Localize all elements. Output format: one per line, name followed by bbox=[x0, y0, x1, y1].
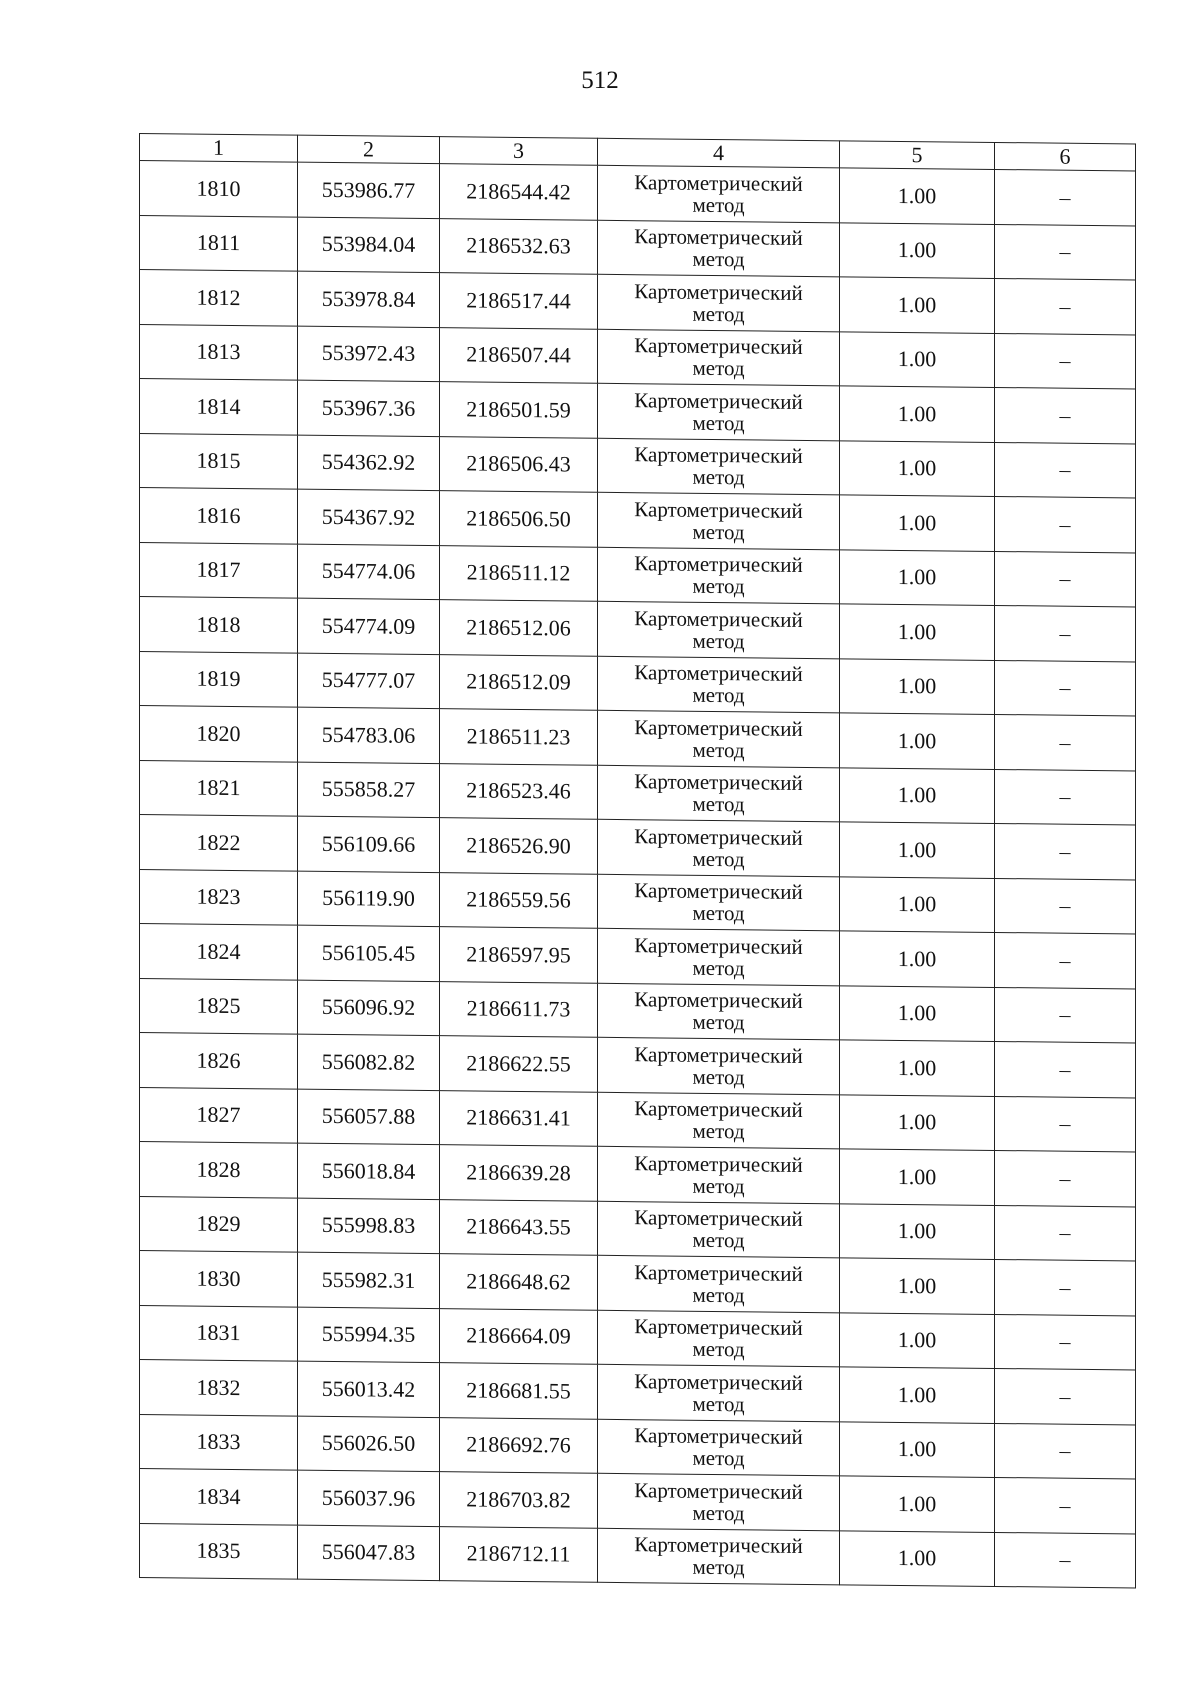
method-cell bbox=[598, 220, 840, 277]
coordinates-table bbox=[139, 133, 1136, 1588]
method-line-2: метод bbox=[692, 955, 745, 981]
header-col-5: 5 bbox=[840, 141, 995, 170]
method-line-2: метод bbox=[692, 628, 745, 654]
x-coordinate-cell: 556013.42 bbox=[298, 1361, 440, 1417]
x-coordinate-cell: 555998.83 bbox=[298, 1198, 440, 1254]
point-number-cell: 1820 bbox=[140, 706, 298, 762]
method-line-2: метод bbox=[692, 247, 745, 272]
x-coordinate-cell: 554367.92 bbox=[298, 489, 440, 545]
method-line-1: Картометрический bbox=[634, 1259, 803, 1286]
method-line-2: метод bbox=[692, 1446, 745, 1471]
method-cell bbox=[598, 383, 840, 440]
method-cell bbox=[598, 1473, 840, 1530]
y-coordinate-cell: 2186511.12 bbox=[440, 545, 598, 601]
note-cell: – bbox=[995, 660, 1136, 716]
y-coordinate-cell: 2186559.56 bbox=[440, 872, 598, 928]
accuracy-cell: 1.00 bbox=[840, 604, 995, 660]
x-coordinate-cell: 555994.35 bbox=[298, 1307, 440, 1363]
method-line-1: Картометрический bbox=[634, 660, 803, 687]
method-line-2: метод bbox=[692, 1282, 745, 1308]
method-cell bbox=[598, 928, 840, 985]
y-coordinate-cell: 2186681.55 bbox=[440, 1363, 598, 1419]
method-line-2: метод bbox=[692, 1391, 745, 1417]
method-line-2: метод bbox=[692, 1173, 745, 1199]
method-cell bbox=[598, 1037, 840, 1094]
x-coordinate-cell: 553986.77 bbox=[298, 162, 440, 218]
y-coordinate-cell: 2186507.44 bbox=[440, 327, 598, 383]
accuracy-cell: 1.00 bbox=[840, 658, 995, 714]
method-cell bbox=[598, 765, 840, 822]
x-coordinate-cell: 554774.09 bbox=[298, 598, 440, 654]
accuracy-cell: 1.00 bbox=[840, 1312, 995, 1368]
y-coordinate-cell: 2186648.62 bbox=[440, 1254, 598, 1310]
accuracy-cell: 1.00 bbox=[840, 1476, 995, 1532]
method-cell bbox=[598, 1528, 840, 1585]
note-cell: – bbox=[995, 1259, 1136, 1315]
method-line-1: Картометрический bbox=[634, 1096, 803, 1123]
point-number-cell: 1833 bbox=[140, 1414, 298, 1470]
method-line-2: метод bbox=[692, 737, 745, 763]
note-cell: – bbox=[995, 496, 1136, 552]
x-coordinate-cell: 554774.06 bbox=[298, 544, 440, 600]
method-line-1: Картометрический bbox=[634, 1205, 803, 1232]
note-cell: – bbox=[995, 442, 1136, 498]
note-cell: – bbox=[995, 932, 1136, 988]
method-line-1: Картометрический bbox=[634, 278, 803, 305]
note-cell: – bbox=[995, 1205, 1136, 1261]
note-cell: – bbox=[995, 605, 1136, 661]
point-number-cell: 1822 bbox=[140, 815, 298, 871]
note-cell: – bbox=[995, 878, 1136, 934]
accuracy-cell: 1.00 bbox=[840, 386, 995, 442]
method-line-2: метод bbox=[692, 792, 745, 817]
note-cell: – bbox=[995, 278, 1136, 334]
note-cell: – bbox=[995, 169, 1136, 225]
y-coordinate-cell: 2186532.63 bbox=[440, 218, 598, 274]
method-line-2: метод bbox=[692, 519, 745, 545]
method-line-1: Картометрический bbox=[634, 605, 803, 632]
method-cell bbox=[598, 329, 840, 386]
x-coordinate-cell: 553972.43 bbox=[298, 326, 440, 382]
method-line-1: Картометрический bbox=[634, 932, 803, 959]
method-line-2: метод bbox=[692, 192, 745, 218]
point-number-cell: 1818 bbox=[140, 597, 298, 653]
note-cell: – bbox=[995, 823, 1136, 879]
method-line-2: метод bbox=[692, 1555, 745, 1580]
note-cell: – bbox=[995, 714, 1136, 770]
x-coordinate-cell: 556119.90 bbox=[298, 871, 440, 927]
accuracy-cell: 1.00 bbox=[840, 331, 995, 387]
method-line-1: Картометрический bbox=[634, 1532, 803, 1559]
method-line-1: Картометрический bbox=[634, 1150, 803, 1177]
point-number-cell: 1824 bbox=[140, 924, 298, 980]
point-number-cell: 1825 bbox=[140, 978, 298, 1034]
y-coordinate-cell: 2186501.59 bbox=[440, 382, 598, 438]
y-coordinate-cell: 2186712.11 bbox=[440, 1526, 598, 1582]
note-cell: – bbox=[995, 1096, 1136, 1152]
accuracy-cell: 1.00 bbox=[840, 1040, 995, 1096]
point-number-cell: 1832 bbox=[140, 1360, 298, 1416]
point-number-cell: 1827 bbox=[140, 1087, 298, 1143]
note-cell: – bbox=[995, 1368, 1136, 1424]
method-cell bbox=[598, 438, 840, 495]
y-coordinate-cell: 2186622.55 bbox=[440, 1036, 598, 1092]
x-coordinate-cell: 555858.27 bbox=[298, 762, 440, 818]
note-cell: – bbox=[995, 1314, 1136, 1370]
point-number-cell: 1823 bbox=[140, 869, 298, 925]
method-line-2: метод bbox=[692, 1337, 745, 1362]
point-number-cell: 1811 bbox=[140, 215, 298, 271]
accuracy-cell: 1.00 bbox=[840, 876, 995, 932]
note-cell: – bbox=[995, 333, 1136, 389]
method-line-2: метод bbox=[692, 683, 745, 708]
y-coordinate-cell: 2186506.43 bbox=[440, 436, 598, 492]
table-body bbox=[140, 161, 1136, 1588]
method-line-1: Картометрический bbox=[634, 769, 803, 796]
note-cell: – bbox=[995, 1477, 1136, 1533]
method-cell bbox=[598, 547, 840, 604]
accuracy-cell: 1.00 bbox=[840, 1367, 995, 1423]
method-line-1: Картометрический bbox=[634, 1041, 803, 1068]
method-line-1: Картометрический bbox=[634, 169, 803, 196]
y-coordinate-cell: 2186512.06 bbox=[440, 600, 598, 656]
point-number-cell: 1829 bbox=[140, 1196, 298, 1252]
method-line-2: метод bbox=[692, 356, 745, 381]
method-line-2: метод bbox=[692, 574, 745, 599]
accuracy-cell: 1.00 bbox=[840, 767, 995, 823]
method-cell bbox=[598, 819, 840, 876]
header-col-3: 3 bbox=[440, 137, 598, 166]
y-coordinate-cell: 2186611.73 bbox=[440, 981, 598, 1037]
x-coordinate-cell: 556018.84 bbox=[298, 1143, 440, 1199]
point-number-cell: 1810 bbox=[140, 161, 298, 217]
header-col-6: 6 bbox=[995, 142, 1136, 170]
accuracy-cell: 1.00 bbox=[840, 1203, 995, 1259]
page-number: 512 bbox=[581, 67, 619, 94]
method-line-2: метод bbox=[692, 1010, 745, 1035]
table-row bbox=[140, 1523, 1136, 1588]
x-coordinate-cell: 556105.45 bbox=[298, 925, 440, 981]
header-col-4: 4 bbox=[598, 138, 840, 168]
accuracy-cell: 1.00 bbox=[840, 549, 995, 605]
method-line-2: метод bbox=[692, 1064, 745, 1090]
header-col-2: 2 bbox=[298, 135, 440, 163]
method-line-1: Картометрический bbox=[634, 551, 803, 578]
method-line-2: метод bbox=[692, 901, 745, 926]
point-number-cell: 1813 bbox=[140, 324, 298, 380]
y-coordinate-cell: 2186526.90 bbox=[440, 818, 598, 874]
method-line-2: метод bbox=[692, 846, 745, 872]
y-coordinate-cell: 2186544.42 bbox=[440, 164, 598, 220]
point-number-cell: 1830 bbox=[140, 1251, 298, 1307]
method-cell bbox=[598, 1201, 840, 1258]
point-number-cell: 1815 bbox=[140, 433, 298, 489]
x-coordinate-cell: 554783.06 bbox=[298, 707, 440, 763]
point-number-cell: 1831 bbox=[140, 1305, 298, 1361]
method-cell bbox=[598, 1419, 840, 1476]
note-cell: – bbox=[995, 1150, 1136, 1206]
point-number-cell: 1821 bbox=[140, 760, 298, 816]
x-coordinate-cell: 554777.07 bbox=[298, 653, 440, 709]
method-cell bbox=[598, 656, 840, 713]
note-cell: – bbox=[995, 551, 1136, 607]
accuracy-cell: 1.00 bbox=[840, 1094, 995, 1150]
point-number-cell: 1812 bbox=[140, 270, 298, 326]
method-cell bbox=[598, 874, 840, 931]
x-coordinate-cell: 556082.82 bbox=[298, 1034, 440, 1090]
method-cell bbox=[598, 1364, 840, 1421]
y-coordinate-cell: 2186639.28 bbox=[440, 1145, 598, 1201]
method-line-1: Картометрический bbox=[634, 1314, 803, 1341]
accuracy-cell: 1.00 bbox=[840, 931, 995, 987]
accuracy-cell: 1.00 bbox=[840, 495, 995, 551]
y-coordinate-cell: 2186506.50 bbox=[440, 491, 598, 547]
note-cell: – bbox=[995, 387, 1136, 443]
point-number-cell: 1819 bbox=[140, 651, 298, 707]
method-line-1: Картометрический bbox=[634, 878, 803, 905]
accuracy-cell: 1.00 bbox=[840, 168, 995, 224]
method-line-1: Картометрический bbox=[634, 1368, 803, 1395]
x-coordinate-cell: 553984.04 bbox=[298, 217, 440, 273]
point-number-cell: 1814 bbox=[140, 379, 298, 435]
accuracy-cell: 1.00 bbox=[840, 1421, 995, 1477]
method-line-1: Картометрический bbox=[634, 442, 803, 469]
y-coordinate-cell: 2186664.09 bbox=[440, 1308, 598, 1364]
coordinates-table-container bbox=[139, 133, 1135, 1588]
method-cell bbox=[598, 1310, 840, 1367]
x-coordinate-cell: 555982.31 bbox=[298, 1252, 440, 1308]
method-cell bbox=[598, 983, 840, 1040]
method-line-1: Картометрический bbox=[634, 714, 803, 741]
accuracy-cell: 1.00 bbox=[840, 713, 995, 769]
y-coordinate-cell: 2186512.09 bbox=[440, 654, 598, 710]
method-cell bbox=[598, 1255, 840, 1312]
accuracy-cell: 1.00 bbox=[840, 985, 995, 1041]
x-coordinate-cell: 554362.92 bbox=[298, 435, 440, 491]
y-coordinate-cell: 2186597.95 bbox=[440, 927, 598, 983]
method-line-2: метод bbox=[692, 1119, 745, 1144]
point-number-cell: 1834 bbox=[140, 1469, 298, 1525]
point-number-cell: 1817 bbox=[140, 542, 298, 598]
x-coordinate-cell: 556096.92 bbox=[298, 980, 440, 1036]
method-line-2: метод bbox=[692, 301, 745, 327]
accuracy-cell: 1.00 bbox=[840, 277, 995, 333]
x-coordinate-cell: 556047.83 bbox=[298, 1525, 440, 1581]
method-cell bbox=[598, 601, 840, 658]
accuracy-cell: 1.00 bbox=[840, 1149, 995, 1205]
note-cell: – bbox=[995, 769, 1136, 825]
note-cell: – bbox=[995, 1041, 1136, 1097]
method-line-1: Картометрический bbox=[634, 1423, 803, 1450]
note-cell: – bbox=[995, 987, 1136, 1043]
x-coordinate-cell: 556057.88 bbox=[298, 1089, 440, 1145]
header-col-1: 1 bbox=[140, 134, 298, 163]
y-coordinate-cell: 2186511.23 bbox=[440, 709, 598, 765]
method-line-1: Картометрический bbox=[634, 387, 803, 414]
point-number-cell: 1826 bbox=[140, 1033, 298, 1089]
method-cell bbox=[598, 1146, 840, 1203]
method-cell bbox=[598, 274, 840, 331]
y-coordinate-cell: 2186703.82 bbox=[440, 1472, 598, 1528]
method-cell bbox=[598, 492, 840, 549]
method-line-1: Картометрический bbox=[634, 333, 803, 360]
note-cell: – bbox=[995, 1532, 1136, 1588]
method-line-2: метод bbox=[692, 1500, 745, 1526]
x-coordinate-cell: 556109.66 bbox=[298, 816, 440, 872]
point-number-cell: 1816 bbox=[140, 488, 298, 544]
y-coordinate-cell: 2186631.41 bbox=[440, 1090, 598, 1146]
accuracy-cell: 1.00 bbox=[840, 822, 995, 878]
note-cell: – bbox=[995, 224, 1136, 280]
x-coordinate-cell: 553978.84 bbox=[298, 271, 440, 327]
method-line-1: Картометрический bbox=[634, 1477, 803, 1504]
method-line-2: метод bbox=[692, 465, 745, 490]
method-line-1: Картометрический bbox=[634, 987, 803, 1014]
method-line-1: Картометрический bbox=[634, 496, 803, 523]
y-coordinate-cell: 2186523.46 bbox=[440, 763, 598, 819]
y-coordinate-cell: 2186643.55 bbox=[440, 1199, 598, 1255]
method-cell bbox=[598, 1092, 840, 1149]
point-number-cell: 1835 bbox=[140, 1523, 298, 1579]
method-cell bbox=[598, 710, 840, 767]
accuracy-cell: 1.00 bbox=[840, 1530, 995, 1586]
x-coordinate-cell: 556026.50 bbox=[298, 1416, 440, 1472]
x-coordinate-cell: 553967.36 bbox=[298, 380, 440, 436]
y-coordinate-cell: 2186517.44 bbox=[440, 273, 598, 329]
x-coordinate-cell: 556037.96 bbox=[298, 1470, 440, 1526]
method-line-1: Картометрический bbox=[634, 224, 803, 251]
y-coordinate-cell: 2186692.76 bbox=[440, 1417, 598, 1473]
method-cell bbox=[598, 165, 840, 222]
accuracy-cell: 1.00 bbox=[840, 440, 995, 496]
note-cell: – bbox=[995, 1423, 1136, 1479]
point-number-cell: 1828 bbox=[140, 1142, 298, 1198]
accuracy-cell: 1.00 bbox=[840, 222, 995, 278]
method-line-2: метод bbox=[692, 1228, 745, 1253]
method-line-1: Картометрический bbox=[634, 823, 803, 850]
accuracy-cell: 1.00 bbox=[840, 1258, 995, 1314]
method-line-2: метод bbox=[692, 410, 745, 436]
